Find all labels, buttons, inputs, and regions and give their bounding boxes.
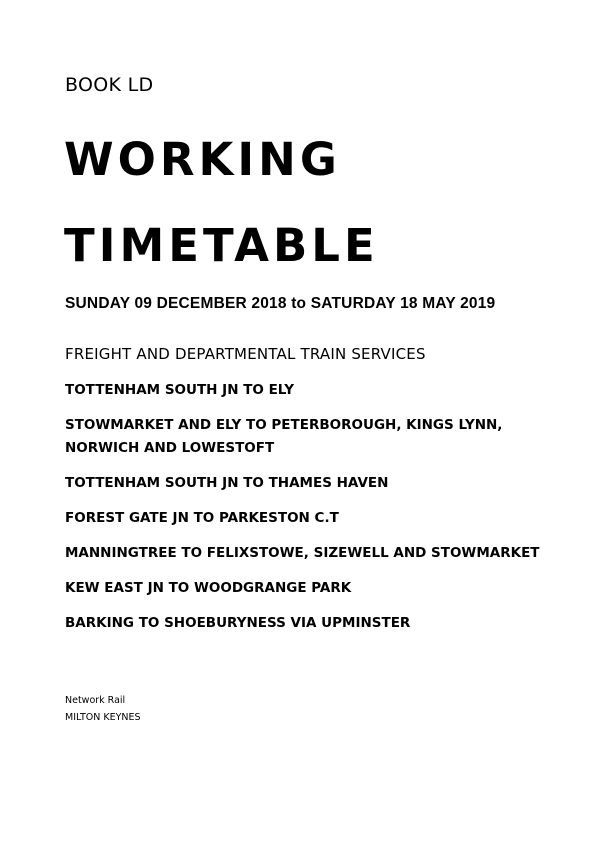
route-item: TOTTENHAM SOUTH JN TO ELY [65,382,295,398]
footer-location: MILTON KEYNES [65,712,141,723]
route-item: STOWMARKET AND ELY TO PETERBOROUGH, KINGS LYNN, NORWICH AND LOWESTOFT [65,417,503,456]
route-item: BARKING TO SHOEBURYNESS VIA UPMINSTER [65,615,411,631]
book-label: BOOK LD [65,74,154,96]
subtitle: FREIGHT AND DEPARTMENTAL TRAIN SERVICES [65,345,426,363]
route-list [65,379,545,647]
page-title-line-1: WORKING [64,133,341,186]
route-item: TOTTENHAM SOUTH JN TO THAMES HAVEN [65,475,389,491]
route-item: FOREST GATE JN TO PARKESTON C.T [65,510,339,526]
route-item: MANNINGTREE TO FELIXSTOWE, SIZEWELL AND STOWMARKET [65,545,540,561]
page-title-line-2: TIMETABLE [64,219,379,272]
footer [65,692,141,726]
route-item: KEW EAST JN TO WOODGRANGE PARK [65,580,352,596]
date-range: SUNDAY 09 DECEMBER 2018 to SATURDAY 18 MAY 2019 [65,295,496,312]
footer-organisation: Network Rail [65,695,126,706]
